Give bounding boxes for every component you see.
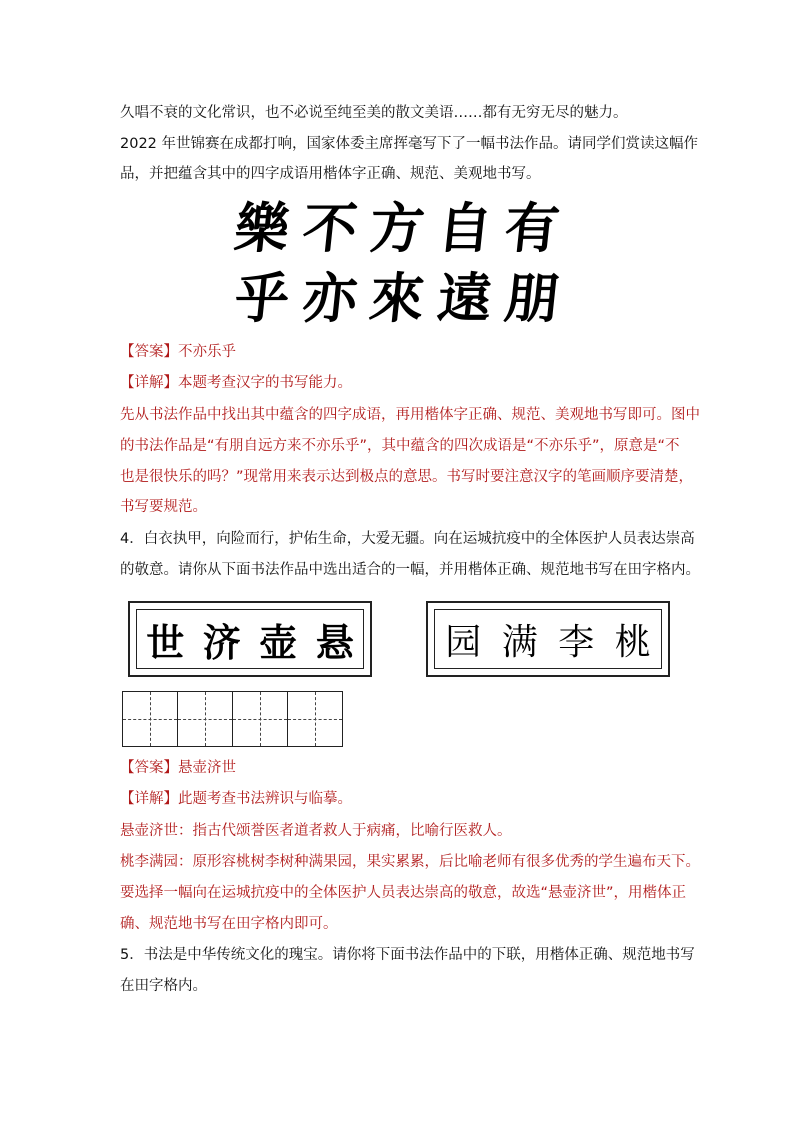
q4-line-1: 4．白衣执甲，向险而行，护佑生命，大爱无疆。向在运城抗疫中的全体医护人员表达崇高 xyxy=(120,531,695,547)
box1-char: 悬 xyxy=(315,619,354,665)
calligraphy-char: 方 xyxy=(366,196,428,260)
answer-text: 悬壶济世 xyxy=(178,760,236,776)
detail-text: 此题考查书法辨识与临摹。 xyxy=(178,791,352,807)
calligraphy-char: 乎 xyxy=(231,266,293,330)
calligraphy-char: 來 xyxy=(366,266,428,330)
q4-answer xyxy=(120,758,236,778)
box2-char: 李 xyxy=(558,621,595,663)
calligraphy-char: 樂 xyxy=(231,196,293,260)
calligraphy-box-1 xyxy=(128,601,372,677)
intro-line-2: 2022 年世锦赛在成都打响，国家体委主席挥毫写下了一幅书法作品。请同学们赏读这幅作 xyxy=(120,136,699,152)
tianzige-cell[interactable] xyxy=(287,691,343,747)
calligraphy-char: 自 xyxy=(434,196,495,260)
box1-char: 世 xyxy=(146,619,185,665)
box2-char: 满 xyxy=(501,621,538,663)
q4-explanation-1: 悬壶济世：指古代颂誉医者道者救人于病痛，比喻行医救人。 xyxy=(120,823,512,839)
q3-explanation-4: 书写要规范。 xyxy=(120,499,207,515)
calligraphy-char: 亦 xyxy=(299,266,360,330)
q3-explanation-3: 也是很快乐的吗？”现常用来表示达到极点的意思。书写时要注意汉字的笔画顺序要清楚， xyxy=(120,469,694,485)
q4-line-2: 的敬意。请你从下面书法作品中选出适合的一幅，并用楷体正确、规范地书写在田字格内。 xyxy=(120,562,700,578)
box2-char: 桃 xyxy=(614,621,651,663)
q4-explanation-2: 桃李满园：原形容桃树李树种满果园，果实累累，后比喻老师有很多优秀的学生遍布天下。 xyxy=(120,854,700,870)
answer-tag: 【答案】 xyxy=(120,760,178,776)
calligraphy-char: 不 xyxy=(299,196,360,260)
box1-char: 壶 xyxy=(259,619,298,665)
q4-detail xyxy=(120,789,352,809)
q3-answer xyxy=(120,342,236,362)
answer-tag: 【答案】 xyxy=(120,344,178,360)
calligraphy-char: 有 xyxy=(501,196,563,260)
detail-text: 本题考查汉字的书写能力。 xyxy=(178,375,352,391)
q5-line-1: 5．书法是中华传统文化的瑰宝。请你将下面书法作品中的下联，用楷体正确、规范地书写 xyxy=(120,947,695,963)
tianzige-cell[interactable] xyxy=(232,691,288,747)
calligraphy-row-2 xyxy=(232,268,562,328)
tianzige-grid xyxy=(122,691,343,747)
tianzige-cell[interactable] xyxy=(122,691,178,747)
calligraphy-char: 遠 xyxy=(434,266,495,330)
intro-line-1: 久唱不衰的文化常识，也不必说至纯至美的散文美语……都有无穷无尽的魅力。 xyxy=(120,105,628,121)
calligraphy-box-2 xyxy=(426,601,670,677)
q3-detail xyxy=(120,373,352,393)
q5-line-2: 在田字格内。 xyxy=(120,978,207,994)
q4-explanation-3: 要选择一幅向在运城抗疫中的全体医护人员表达崇高的敬意，故选“悬壶济世”，用楷体正 xyxy=(120,885,687,901)
q3-explanation-1: 先从书法作品中找出其中蕴含的四字成语，再用楷体字正确、规范、美观地书写即可。图中 xyxy=(120,407,700,423)
answer-text: 不亦乐乎 xyxy=(178,344,236,360)
tianzige-cell[interactable] xyxy=(177,691,233,747)
q3-explanation-2: 的书法作品是“有朋自远方来不亦乐乎”，其中蕴含的四次成语是“不亦乐乎”，原意是“不 xyxy=(120,438,680,454)
intro-line-3: 品，并把蕴含其中的四字成语用楷体字正确、规范、美观地书写。 xyxy=(120,166,541,182)
calligraphy-row-1 xyxy=(232,198,562,258)
detail-tag: 【详解】 xyxy=(120,375,178,391)
detail-tag: 【详解】 xyxy=(120,791,178,807)
q4-explanation-4: 确、规范地书写在田字格内即可。 xyxy=(120,916,338,932)
calligraphy-char: 朋 xyxy=(501,266,563,330)
box1-char: 济 xyxy=(202,619,241,665)
box2-char: 园 xyxy=(445,621,482,663)
